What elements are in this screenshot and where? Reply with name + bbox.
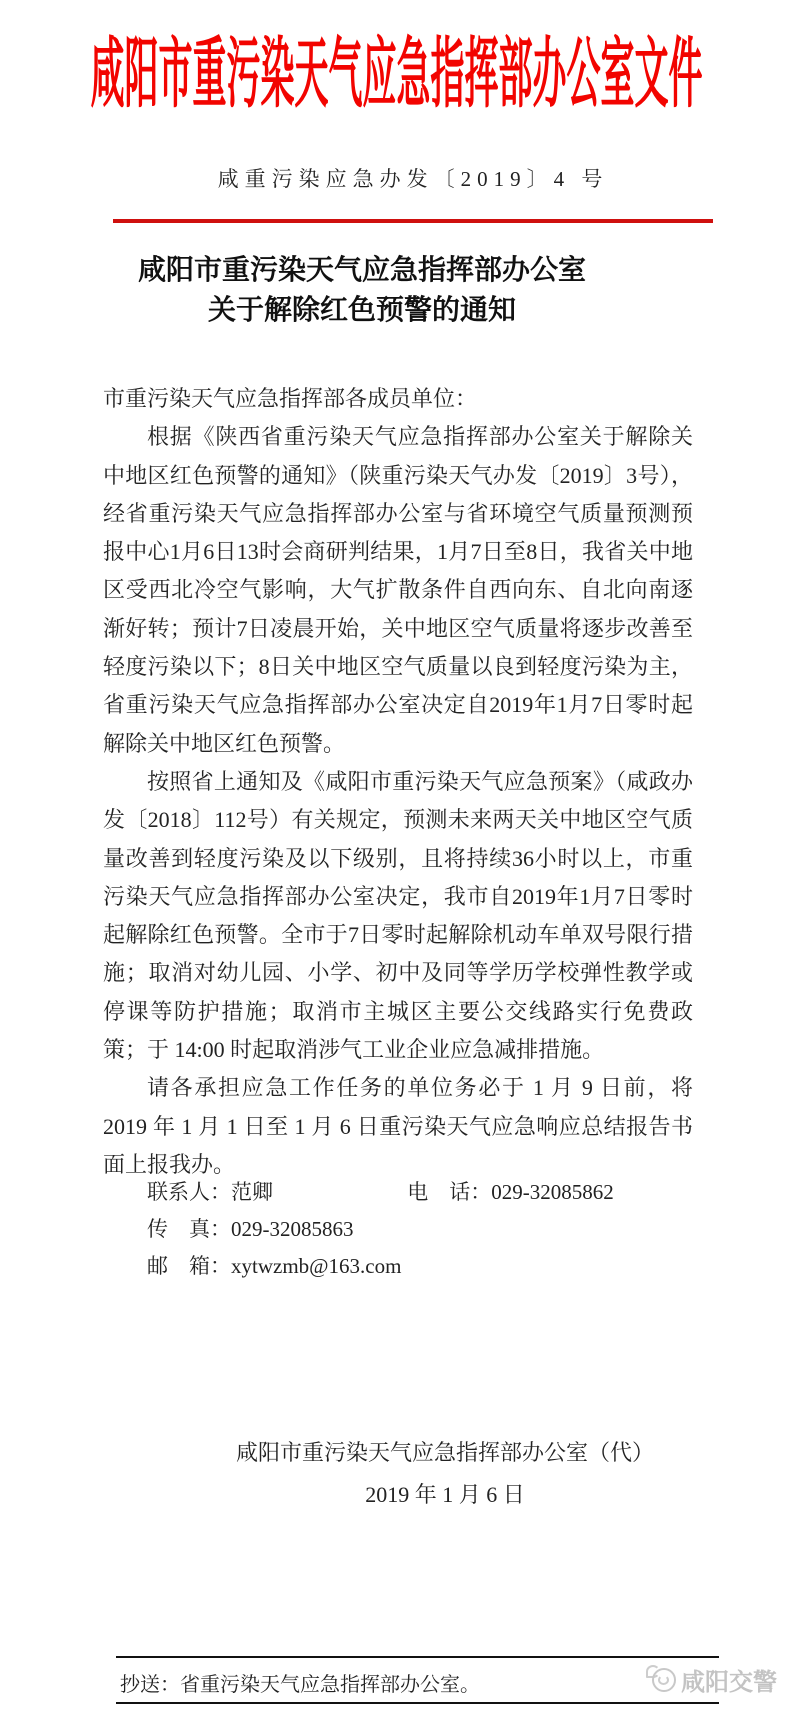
doc-title [0, 251, 724, 331]
contact-person: 联系人：范卿 [147, 1180, 273, 1204]
watermark [646, 1662, 777, 1697]
paragraph-1: 根据《陕西省重污染天气应急指挥部办公室关于解除关中地区红色预警的通知》（陕重污染天气办发〔2019〕3号），经省重污染天气应急指挥部办公室与省环境空气质量预测预报中心1月6日13时会商研判结果，1月7日至8日，我省关中地区受西北冷空气影响，大气扩散条件自西向东、自北向南逐渐好转；预计7日凌晨开始，关中地区空气质量将逐步改善至轻度污染以下；8日关中地区空气质量以良到轻度污染为主，省重污染天气应急指挥部办公室决定自2019年1月7日零时起解除关中地区红色预警。 [103, 424, 693, 756]
doc-title-line-2: 关于解除红色预警的通知 [207, 295, 516, 326]
paragraph-3: 请各承担应急工作任务的单位务必于 1 月 9 日前，将 2019 年 1 月 1 日至 1 月 6 日重污染天气应急响应总结报告书面上报我办。 [103, 1075, 693, 1177]
contact-email: 邮 箱：xytwzmb@163.com [147, 1254, 402, 1278]
cc-line: 抄送：省重污染天气应急指挥部办公室。 [120, 1674, 480, 1696]
letterhead [0, 12, 793, 118]
contact-block [103, 1174, 693, 1285]
watermark-text: 咸阳交警 [681, 1670, 777, 1696]
red-divider [113, 219, 713, 223]
jiaojing-logo-icon [646, 1665, 676, 1695]
contact-phone: 电 话：029-32085862 [407, 1180, 614, 1204]
paragraph-2: 按照省上通知及《咸阳市重污染天气应急预案》（咸政办发〔2018〕112号）有关规定，预测未来两天关中地区空气质量改善到轻度污染及以下级别，且将持续36小时以上，市重污染天气应急指挥部办公室决定，我市自2019年1月7日零时起解除红色预警。全市于7日零时起解除机动车单双号限行措施；取消对幼儿园、小学、初中及同等学历学校弹性教学或停课等防护措施；取消市主城区主要公交线路实行免费政策；于 14:00 时起取消涉气工业企业应急减排措施。 [103, 768, 693, 1063]
doc-number: 咸重污染应急办发〔2019〕4 号 [217, 167, 609, 191]
footer-rule-bottom [116, 1702, 719, 1704]
salutation: 市重污染天气应急指挥部各成员单位： [103, 386, 478, 411]
signature-block [100, 1432, 790, 1516]
doc-body [103, 380, 693, 1184]
signature-date: 2019 年 1 月 6 日 [365, 1482, 525, 1507]
letterhead-title: 咸阳市重污染天气应急指挥部办公室文件 [90, 34, 703, 118]
contact-fax: 传 真：029-32085863 [147, 1217, 354, 1241]
doc-title-line-1: 咸阳市重污染天气应急指挥部办公室 [137, 255, 586, 286]
footer-rule-top [116, 1656, 719, 1658]
signature-org: 咸阳市重污染天气应急指挥部办公室（代） [235, 1440, 654, 1465]
